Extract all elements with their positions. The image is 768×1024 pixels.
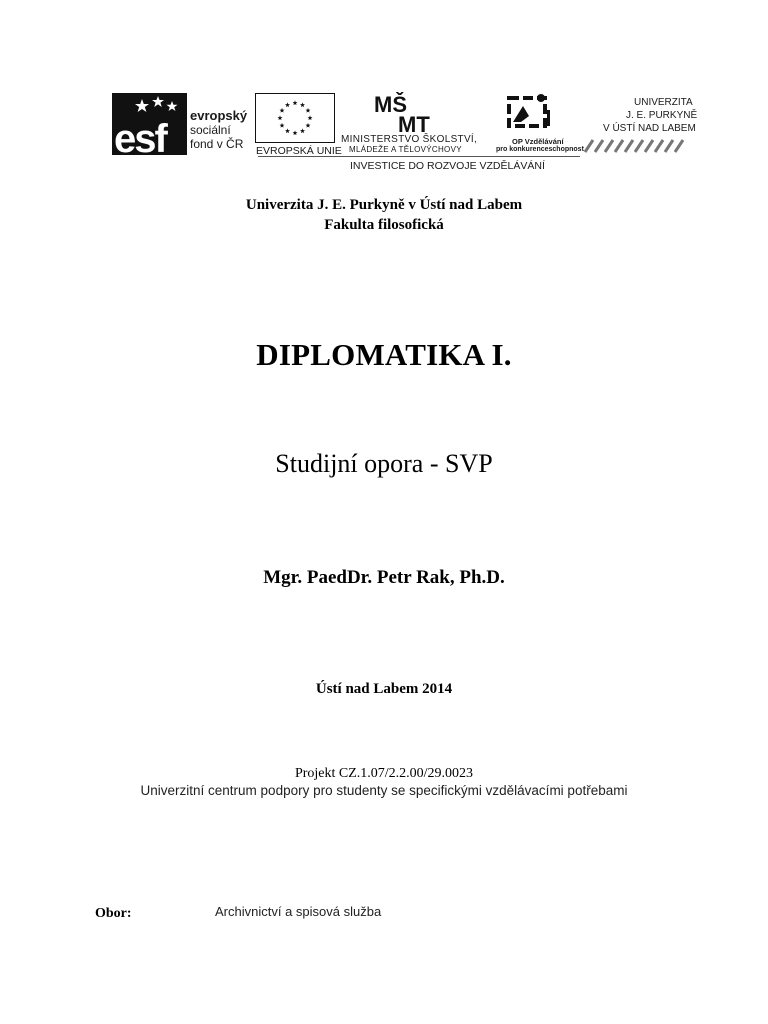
field-label: Obor:: [95, 906, 132, 921]
university-name: Univerzita J. E. Purkyně v Ústí nad Labem: [245, 197, 523, 213]
funding-tagline: [258, 156, 580, 157]
svg-text:MŠ: MŠ: [374, 92, 407, 117]
msmt-line-2: MLÁDEŽE A TĚLOVÝCHOVY: [349, 145, 462, 154]
field-value: Archivnictví a spisová služba: [215, 904, 382, 919]
author-name: Mgr. PaedDr. Petr Rak, Ph.D.: [263, 567, 505, 588]
msmt-line-1: MINISTERSTVO ŠKOLSTVÍ,: [341, 134, 478, 145]
faculty-name: Fakulta filosofická: [324, 217, 444, 233]
esf-line-1: evropský: [190, 108, 248, 123]
project-code: Projekt CZ.1.07/2.2.00/29.0023: [294, 766, 474, 781]
project-description: Univerzitní centrum podpory pro studenty se specifickými vzdělávacími potřebami: [140, 783, 628, 798]
document-subtitle: Studijní opora - SVP: [275, 449, 493, 478]
op-mark-icon: [503, 92, 555, 136]
ujep-line-2: J. E. PURKYNĚ: [626, 110, 698, 121]
msmt-mark-icon: [372, 92, 440, 134]
document-title: DIPLOMATIKA I.: [256, 337, 512, 372]
ujep-line-3: V ÚSTÍ NAD LABEM: [603, 123, 696, 134]
esf-line-2: sociální: [190, 123, 231, 137]
esf-mark-icon: [112, 93, 187, 155]
ujep-stripes-icon: [583, 136, 693, 154]
place-year: Ústí nad Labem 2014: [315, 681, 453, 697]
ujep-line-1: UNIVERZITA: [634, 97, 693, 108]
eu-flag-icon: [255, 93, 335, 143]
svg-text:esf: esf: [114, 117, 166, 155]
eu-caption: EVROPSKÁ UNIE: [256, 145, 342, 157]
esf-line-3: fond v ČR: [190, 137, 244, 151]
op-line-2: pro konkurenceschopnost: [496, 146, 584, 153]
logo-strip: [0, 0, 768, 180]
op-line-1: OP Vzdělávání: [512, 137, 564, 146]
tagline-text: INVESTICE DO ROZVOJE VZDĚLÁVÁNÍ: [350, 160, 545, 172]
svg-text:MT: MT: [398, 112, 430, 134]
